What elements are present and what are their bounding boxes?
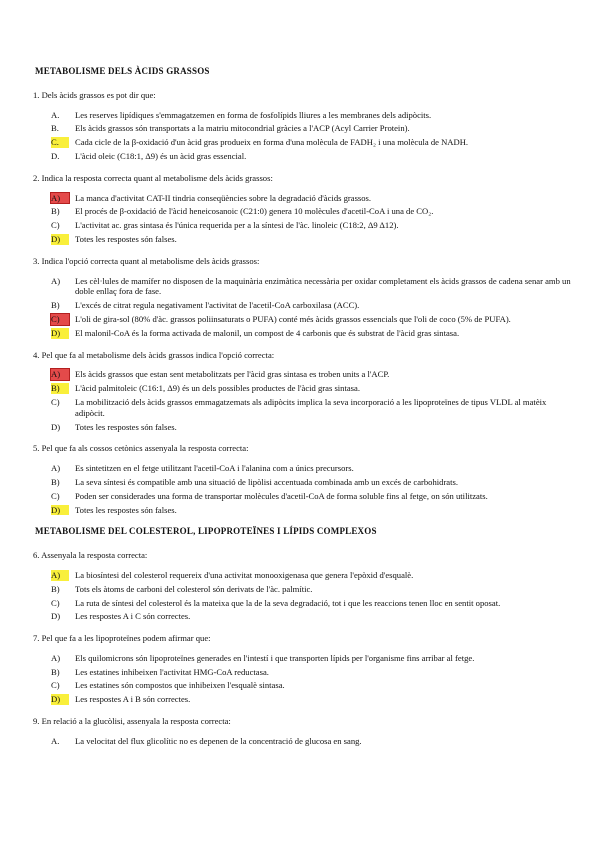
option-text: La velocitat del flux glicolític no es depenen de la concentració de glucosa en sang.	[75, 735, 362, 746]
option-letter: C)	[51, 396, 60, 407]
option-text: La ruta de síntesi del colesterol és la mateixa que la de la seva degradació, tot i que les reaccions tenen lloc en sentit oposat.	[75, 597, 501, 608]
option-text: Les cèl·lules de mamífer no disposen de la maquinària enzimàtica necessària per oxidar completament els àcids grassos de cadena senar amb un doble enllaç fora de fase.	[75, 275, 571, 297]
question-stem: En relació a la glucòlisi, assenyala la resposta correcta:	[41, 716, 231, 727]
answer-option	[33, 611, 571, 622]
question-number: 7	[33, 633, 38, 644]
answer-option	[33, 505, 571, 516]
option-letter: D)	[51, 694, 69, 705]
question-text	[33, 90, 571, 101]
option-text: Totes les respostes són falses.	[75, 421, 177, 432]
option-text: Poden ser considerades una forma de transportar molècules d'acetil-CoA de forma soluble fins al fetge, on són utilitzats.	[75, 490, 488, 501]
question	[33, 90, 571, 162]
question-stem: Dels àcids grassos es pot dir que:	[41, 89, 156, 100]
option-text: La biosíntesi del colesterol requereix d'una activitat monooxigenasa que genera l'epòxid d'esqualè.	[75, 569, 414, 580]
section	[33, 66, 571, 515]
question-number: 5	[33, 443, 38, 454]
option-letter: C)	[51, 597, 60, 608]
answer-option	[33, 397, 571, 419]
question-stem: Pel que fa a les lipoproteïnes podem afirmar que:	[41, 633, 211, 644]
question-text	[33, 256, 571, 267]
answer-option	[33, 300, 571, 311]
question	[33, 256, 571, 339]
question-number: 6	[33, 550, 38, 561]
question	[33, 716, 571, 747]
answer-option	[33, 276, 571, 298]
question-number-separator: .	[37, 443, 42, 454]
answer-options	[33, 653, 571, 705]
option-letter: D)	[51, 611, 61, 622]
question	[33, 443, 571, 515]
option-letter: A.	[51, 109, 60, 120]
option-letter: C)	[51, 220, 60, 231]
option-text: La seva síntesi és compatible amb una situació de lipòlisi accentuada combinada amb un excés de carbohidrats.	[75, 476, 459, 487]
answer-option	[33, 314, 571, 325]
answer-option	[33, 422, 571, 433]
answer-option	[33, 193, 571, 204]
question-stem: Pel que fa als cossos cetònics assenyala la resposta correcta:	[41, 443, 249, 454]
answer-option	[33, 694, 571, 705]
question-text	[33, 350, 571, 361]
answer-option	[33, 653, 571, 664]
question	[33, 173, 571, 245]
option-letter: D)	[51, 234, 69, 245]
question-stem: Indica la resposta correcta quant al metabolisme dels àcids grassos:	[41, 172, 273, 183]
question-number-separator: .	[37, 349, 42, 360]
option-text: Les respostes A i B són correctes.	[75, 694, 191, 705]
option-text: L'àcid oleic (C18:1, Δ9) és un àcid gras essencial.	[75, 150, 247, 161]
option-letter: A)	[51, 369, 69, 380]
option-letter: C)	[51, 490, 60, 501]
option-text: Els quilomicrons són lipoproteïnes generades en l'intestí i que transporten lípids per l'organisme fins arribar al fetge.	[75, 652, 475, 663]
question-number-separator: .	[37, 255, 42, 266]
section	[33, 526, 571, 746]
answer-option	[33, 234, 571, 245]
answer-option	[33, 667, 571, 678]
question	[33, 550, 571, 622]
option-letter: B)	[51, 666, 60, 677]
question-number-separator: .	[37, 716, 42, 727]
option-text: Es sintetitzen en el fetge utilitzant l'acetil-CoA i l'alanina com a únics precursors.	[75, 463, 354, 474]
option-text: Cada cicle de la β-oxidació d'un àcid gras produeix en forma d'una molècula de FADH₂ i una molècula de NADH.	[75, 137, 469, 148]
question	[33, 633, 571, 705]
option-text: Els àcids grassos que estan sent metabolitzats per l'àcid gras sintasa es troben units a l'ACP.	[75, 369, 390, 380]
option-text: La manca d'activitat CAT-II tindria conseqüències sobre la degradació d'àcids grassos.	[75, 192, 372, 203]
answer-option	[33, 137, 571, 148]
question-number: 9	[33, 716, 38, 727]
answer-option	[33, 110, 571, 121]
option-text: Les estatines inhibeixen l'activitat HMG-CoA reductasa.	[75, 666, 269, 677]
option-text: L'excés de citrat regula negativament l'activitat de l'acetil-CoA carboxilasa (ACC).	[75, 300, 360, 311]
answer-options	[33, 193, 571, 245]
question-text	[33, 443, 571, 454]
option-letter: A)	[51, 193, 69, 204]
question-number-separator: .	[37, 172, 42, 183]
question-stem: Pel que fa al metabolisme dels àcids grassos indica l'opció correcta:	[41, 349, 275, 360]
question-number-separator: .	[37, 550, 42, 561]
option-letter: B)	[51, 206, 60, 217]
answer-option	[33, 369, 571, 380]
option-letter: C)	[51, 680, 60, 691]
option-letter: B)	[51, 300, 60, 311]
section-title: METABOLISME DEL COLESTEROL, LIPOPROTEÏNES I LÍPIDS COMPLEXOS	[35, 526, 377, 537]
question-stem: Indica l'opció correcta quant al metabolisme dels àcids grassos:	[41, 255, 260, 266]
answer-options	[33, 570, 571, 622]
question-number-separator: .	[37, 633, 42, 644]
option-text: Totes les respostes són falses.	[75, 233, 177, 244]
answer-option	[33, 477, 571, 488]
option-text: Les respostes A i C són correctes.	[75, 611, 191, 622]
option-letter: B)	[51, 383, 69, 394]
question-text	[33, 633, 571, 644]
answer-options	[33, 736, 571, 747]
document-body	[33, 66, 571, 747]
answer-options	[33, 110, 571, 162]
question-text	[33, 716, 571, 727]
option-text: L'oli de gira-sol (80% d'àc. grassos poliinsaturats o PUFA) conté més àcids grassos essencials que l'oli de coco (5% de PUFA).	[75, 313, 511, 324]
option-letter: A)	[51, 570, 69, 581]
question-number: 1	[33, 89, 38, 100]
question-number: 2	[33, 172, 38, 183]
option-text: La mobilització dels àcids grassos emmagatzemats als adipòcits implica la seva incorporació a les lipoproteïnes de tipus VLDL al matèix adipòcit.	[75, 396, 547, 418]
answer-option	[33, 123, 571, 134]
option-text: Els àcids grassos són transportats a la matriu mitocondrial gràcies a l'ACP (Acyl Carrier Protein).	[75, 123, 410, 134]
option-letter: D)	[51, 328, 69, 339]
option-text: Les estatines són compostos que inhibeixen l'esqualè sintasa.	[75, 680, 285, 691]
answer-option	[33, 463, 571, 474]
question-stem: Assenyala la resposta correcta:	[41, 550, 148, 561]
answer-option	[33, 491, 571, 502]
answer-options	[33, 463, 571, 515]
answer-options	[33, 369, 571, 432]
answer-option	[33, 570, 571, 581]
answer-option	[33, 383, 571, 394]
answer-option	[33, 680, 571, 691]
option-letter: C.	[51, 137, 69, 148]
option-text: Les reserves lipídiques s'emmagatzemen en forma de fosfolípids lliures a les membranes dels adipòcits.	[75, 109, 432, 120]
answer-option	[33, 151, 571, 162]
option-text: Tots els àtoms de carboni del colesterol són derivats de l'àc. palmític.	[75, 583, 313, 594]
option-letter: A)	[51, 275, 61, 286]
answer-option	[33, 584, 571, 595]
option-letter: A)	[51, 463, 61, 474]
option-letter: D.	[51, 150, 60, 161]
answer-option	[33, 598, 571, 609]
option-letter: B)	[51, 583, 60, 594]
option-text: Totes les respostes són falses.	[75, 504, 177, 515]
option-letter: A)	[51, 652, 61, 663]
answer-option	[33, 328, 571, 339]
option-text: El malonil-CoA és la forma activada de malonil, un compost de 4 carbonis que és substrat de l'àcid gras sintasa.	[75, 327, 460, 338]
option-text: El procés de β-oxidació de l'àcid heneicosanoic (C21:0) genera 10 molècules d'acetil-CoA i una de CO₂.	[75, 206, 434, 217]
answer-option	[33, 736, 571, 747]
option-letter: A.	[51, 735, 60, 746]
question-number-separator: .	[37, 89, 42, 100]
answer-options	[33, 276, 571, 339]
option-text: L'àcid palmitoleic (C16:1, Δ9) és un dels possibles productes de l'àcid gras sintasa.	[75, 383, 360, 394]
option-letter: B.	[51, 123, 59, 134]
option-letter: C)	[51, 314, 69, 325]
option-letter: D)	[51, 505, 69, 516]
question-number: 3	[33, 255, 38, 266]
question-text	[33, 173, 571, 184]
question-text	[33, 550, 571, 561]
section-title: METABOLISME DELS ÀCIDS GRASSOS	[35, 66, 210, 76]
question-number: 4	[33, 349, 38, 360]
answer-option	[33, 220, 571, 231]
option-letter: D)	[51, 421, 61, 432]
option-letter: B)	[51, 476, 60, 487]
option-text: L'activitat ac. gras sintasa és l'única requerida per a la síntesi de l'àc. linoleic (C18:2, Δ9 Δ12).	[75, 220, 399, 231]
question	[33, 350, 571, 433]
answer-option	[33, 206, 571, 217]
